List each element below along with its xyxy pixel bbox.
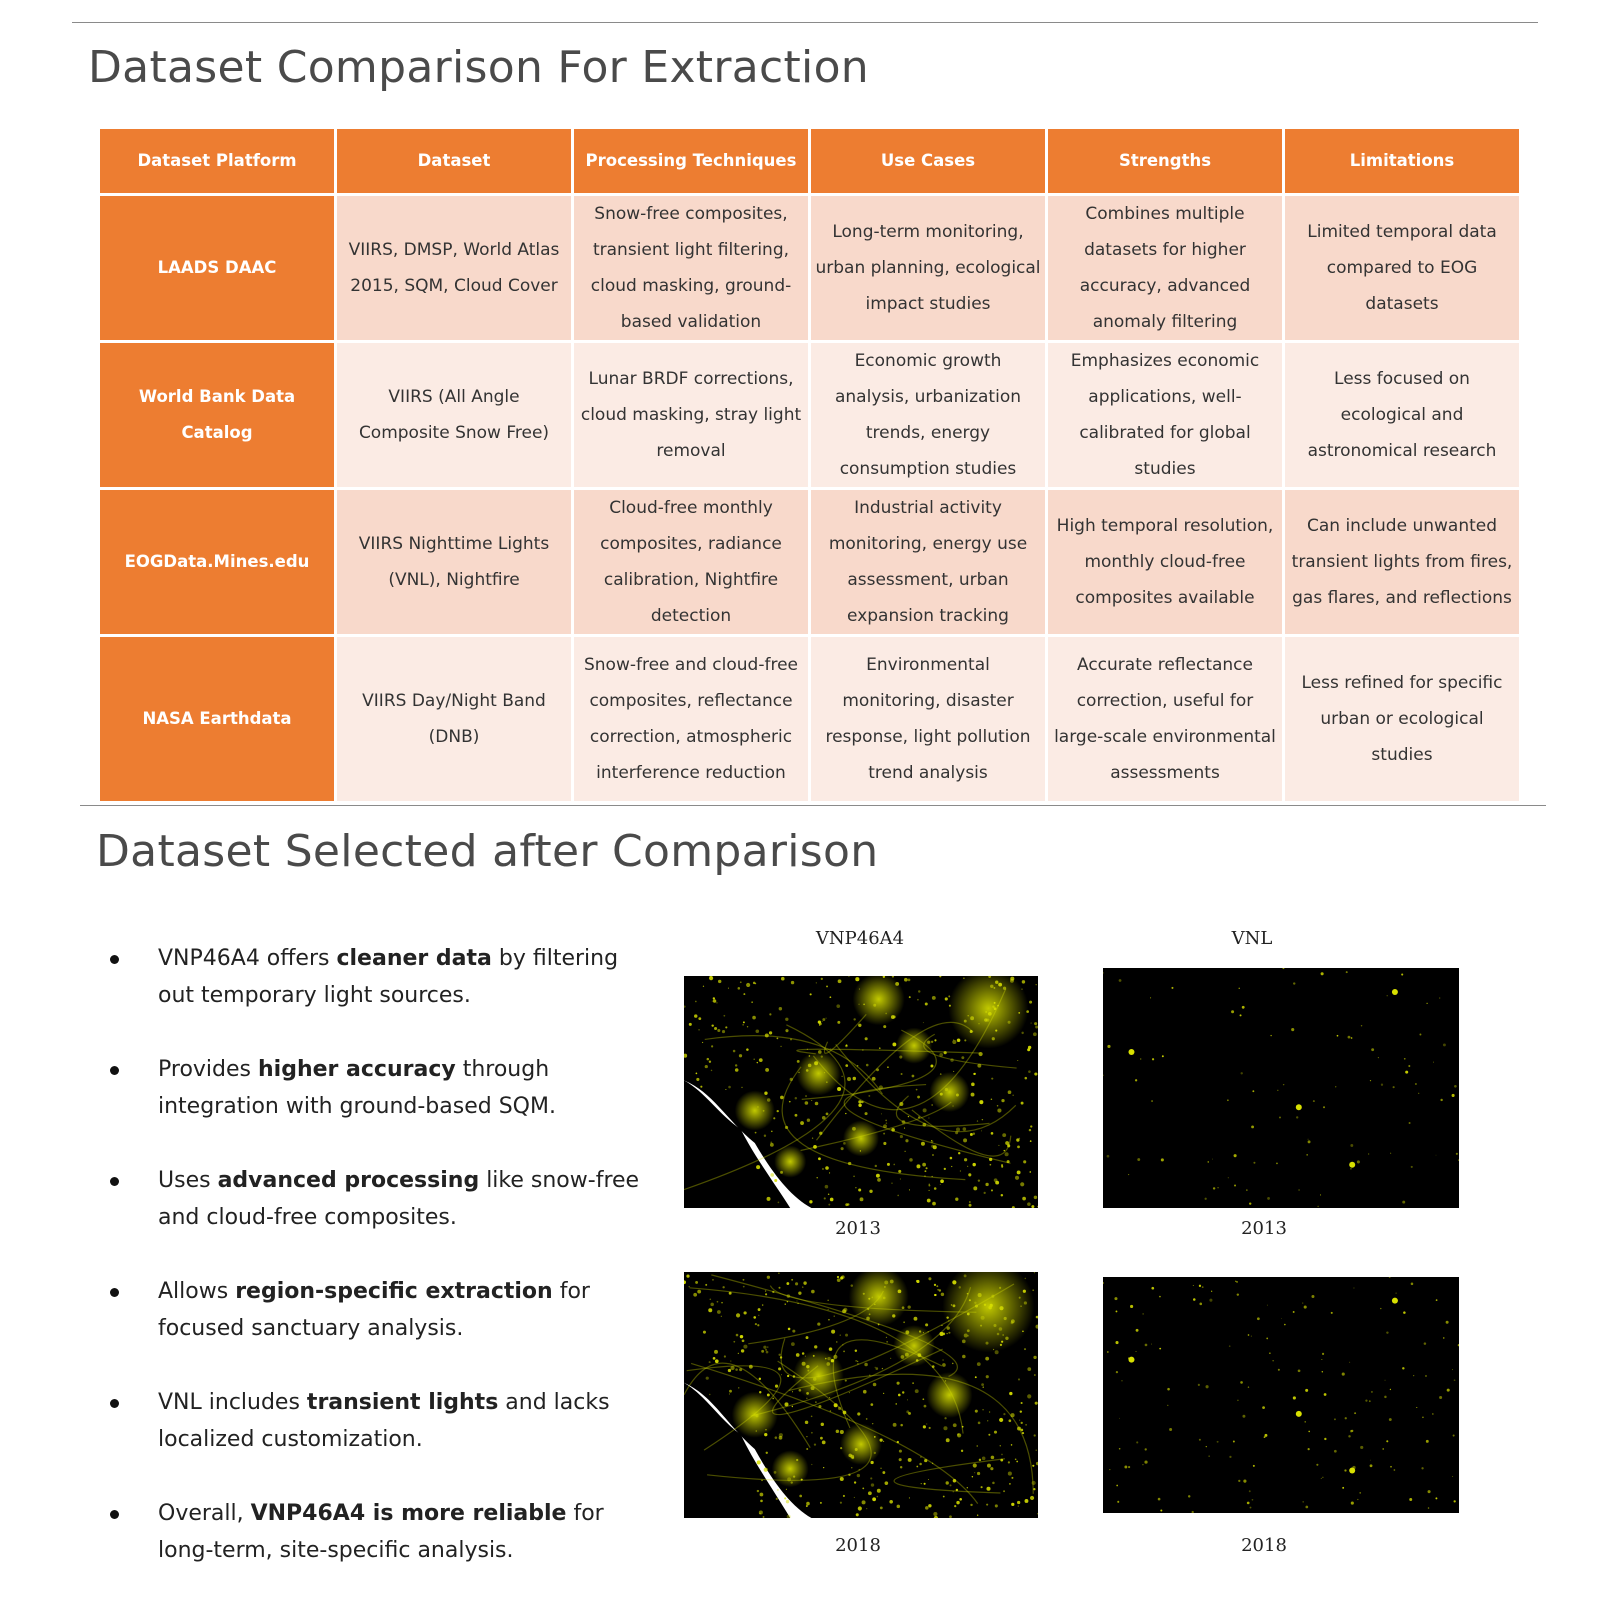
bullet-emphasis: cleaner data (336, 946, 492, 971)
processing-cell: Snow-free composites, transient light filtering, cloud masking, ground-based validation (574, 196, 808, 340)
bullet-text: by filtering out temporary light sources. (158, 946, 619, 1008)
section-title: Dataset Selected after Comparison (96, 826, 879, 877)
night-lights-image (1103, 968, 1459, 1208)
strengths-cell: High temporal resolution, monthly cloud-free composites available (1048, 490, 1282, 634)
header-cell: Use Cases (811, 129, 1045, 193)
map-vnp46a4-2013 (684, 976, 1038, 1208)
list-item (104, 1051, 644, 1162)
bullet-icon (110, 955, 119, 964)
limitations-cell: Less refined for specific urban or ecological studies (1285, 637, 1519, 801)
platform-cell: NASA Earthdata (100, 637, 334, 801)
table-row (100, 637, 1519, 801)
processing-cell: Cloud-free monthly composites, radiance calibration, Nightfire detection (574, 490, 808, 634)
list-item (104, 1273, 644, 1384)
bullet-text: like snow-free and cloud-free composites. (158, 1168, 640, 1230)
night-lights-image (684, 976, 1038, 1208)
bullet-text: VNL includes (158, 1390, 307, 1415)
use-cases-cell: Environmental monitoring, disaster response, light pollution trend analysis (811, 637, 1045, 801)
dataset-cell: VIIRS (All Angle Composite Snow Free) (337, 343, 571, 487)
dataset-cell: VIIRS Nighttime Lights (VNL), Nightfire (337, 490, 571, 634)
strengths-cell: Combines multiple datasets for higher accuracy, advanced anomaly filtering (1048, 196, 1282, 340)
figure-column-label-vnl: VNL (1231, 928, 1273, 949)
bullet-emphasis: advanced processing (217, 1168, 480, 1193)
bullet-emphasis: VNP46A4 is more reliable (250, 1501, 567, 1526)
comparison-table (97, 126, 1522, 804)
page-title: Dataset Comparison For Extraction (88, 42, 869, 93)
table-header-row (100, 129, 1519, 193)
processing-cell: Lunar BRDF corrections, cloud masking, stray light removal (574, 343, 808, 487)
use-cases-cell: Economic growth analysis, urbanization trends, energy consumption studies (811, 343, 1045, 487)
limitations-cell: Can include unwanted transient lights from fires, gas flares, and reflections (1285, 490, 1519, 634)
section-divider (80, 805, 1546, 806)
list-item (104, 1162, 644, 1273)
dataset-cell: VIIRS, DMSP, World Atlas 2015, SQM, Cloud Cover (337, 196, 571, 340)
bullet-text: for focused sanctuary analysis. (158, 1279, 590, 1341)
night-lights-image (684, 1272, 1038, 1518)
header-cell: Limitations (1285, 129, 1519, 193)
year-label: 2018 (1241, 1535, 1287, 1556)
bullet-text: Overall, (158, 1501, 251, 1526)
list-item (104, 1384, 644, 1495)
platform-cell: EOGData.Mines.edu (100, 490, 334, 634)
night-lights-image (1103, 1277, 1459, 1513)
list-item (104, 1495, 644, 1606)
year-label: 2013 (835, 1218, 881, 1239)
top-divider (72, 22, 1538, 23)
map-vnp46a4-2018 (684, 1272, 1038, 1518)
processing-cell: Snow-free and cloud-free composites, reflectance correction, atmospheric interference reduction (574, 637, 808, 801)
table-row (100, 490, 1519, 634)
bullet-text: Provides (158, 1057, 258, 1082)
header-cell: Dataset Platform (100, 129, 334, 193)
year-label: 2013 (1241, 1218, 1287, 1239)
bullet-icon (110, 1288, 119, 1297)
header-cell: Processing Techniques (574, 129, 808, 193)
platform-cell: LAADS DAAC (100, 196, 334, 340)
figure-column-label-vnp46a4: VNP46A4 (815, 928, 905, 949)
header-cell: Strengths (1048, 129, 1282, 193)
bullet-emphasis: transient lights (306, 1390, 499, 1415)
strengths-cell: Emphasizes economic applications, well-calibrated for global studies (1048, 343, 1282, 487)
bullet-emphasis: region-specific extraction (235, 1279, 553, 1304)
use-cases-cell: Industrial activity monitoring, energy use assessment, urban expansion tracking (811, 490, 1045, 634)
bullet-icon (110, 1066, 119, 1075)
strengths-cell: Accurate reflectance correction, useful for large-scale environmental assessments (1048, 637, 1282, 801)
limitations-cell: Limited temporal data compared to EOG datasets (1285, 196, 1519, 340)
bullet-text: Uses (158, 1168, 218, 1193)
dataset-cell: VIIRS Day/Night Band (DNB) (337, 637, 571, 801)
bullet-text: through integration with ground-based SQM. (158, 1057, 556, 1119)
bullet-icon (110, 1177, 119, 1186)
bullet-icon (110, 1399, 119, 1408)
use-cases-cell: Long-term monitoring, urban planning, ecological impact studies (811, 196, 1045, 340)
map-vnl-2013 (1103, 968, 1459, 1208)
benefits-list (104, 940, 644, 1606)
bullet-text: and lacks localized customization. (158, 1390, 610, 1452)
map-vnl-2018 (1103, 1277, 1459, 1513)
bullet-icon (110, 1510, 119, 1519)
header-cell: Dataset (337, 129, 571, 193)
bullet-text: Allows (158, 1279, 236, 1304)
bullet-emphasis: higher accuracy (258, 1057, 456, 1082)
table-row (100, 343, 1519, 487)
year-label: 2018 (835, 1535, 881, 1556)
table-row (100, 196, 1519, 340)
limitations-cell: Less focused on ecological and astronomical research (1285, 343, 1519, 487)
platform-cell: World Bank Data Catalog (100, 343, 334, 487)
list-item (104, 940, 644, 1051)
bullet-text: for long-term, site-specific analysis. (158, 1501, 604, 1563)
bullet-text: VNP46A4 offers (158, 946, 337, 971)
